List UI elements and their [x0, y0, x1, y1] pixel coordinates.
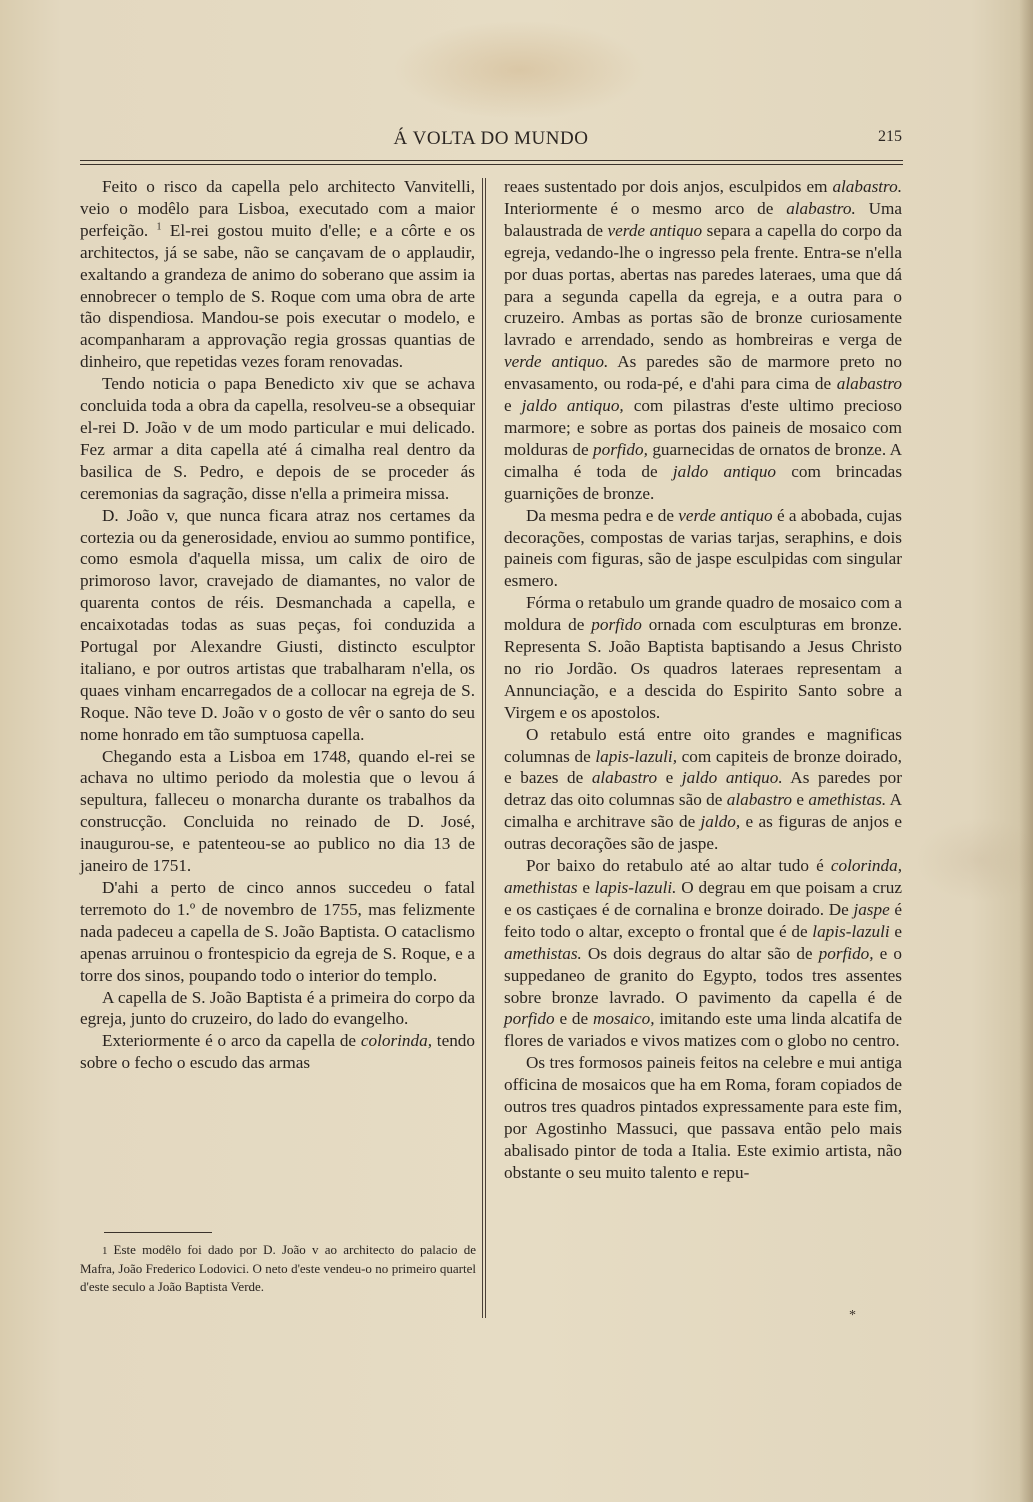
text-run: As paredes por detraz das oito columnas são de — [504, 768, 902, 810]
paragraph — [504, 855, 902, 1052]
italic-run: colorinda, — [360, 1031, 432, 1051]
paragraph — [80, 1030, 475, 1074]
text-run: Uma balaustrada de — [504, 198, 902, 240]
italic-run: alabastro. — [786, 198, 856, 218]
italic-run: lapis-lazuli. — [594, 878, 677, 897]
text-run: e o suppedaneo de granito do Egypto, todos tres assentes sobre bronze lavrado. O pavimento da capella é de — [504, 943, 902, 1007]
italic-run: alabastro — [836, 374, 902, 394]
footnote — [80, 1241, 476, 1297]
page-header — [80, 128, 902, 156]
italic-run: verde antiquo — [607, 220, 703, 240]
italic-run: porfido — [591, 615, 642, 635]
paragraph: D'ahi a perto de cinco annos succedeu o fatal terremoto do 1.º de novembro de 1755, mas felizmente nada padeceu a capella de S. João Baptista. O cataclismo apenas arruinou o frontespicio da egreja de S. Roque, e a torre dos sinos, poupando todo o interior do templo. — [80, 878, 475, 985]
right-column — [504, 176, 902, 1184]
paragraph: Chegando esta a Lisboa em 1748, quando el-rei se achava no ultimo periodo da molestia que o levou á sepultura, falleceu o monarcha durante os trabalhos da construcção. Concluida no reinado de D. José, inaugurou-se, e patenteou-se ao publico no dia 13 de janeiro de 1751. — [80, 746, 475, 876]
text-run: e — [792, 790, 809, 810]
running-title: Á VOLTA DO MUNDO — [393, 128, 589, 149]
text-run: As paredes são de marmore preto no envasamento, ou roda-pé, e d'ahi para cima de — [504, 352, 902, 394]
italic-run: alabastro — [726, 790, 793, 810]
paragraph: A capella de S. João Baptista é a primeira do corpo da egreja, junto do cruzeiro, do lado do evangelho. — [80, 987, 475, 1029]
text-run: tendo sobre o fecho o escudo das armas — [80, 1031, 475, 1073]
text-run: e — [577, 878, 595, 897]
text-run: imitando este uma linda alcatifa de flores de variados e vivos matizes com o globo no centro. — [504, 1009, 902, 1051]
header-rule — [80, 160, 903, 161]
text-run: reaes sustentado por dois anjos, esculpidos em — [504, 177, 833, 196]
italic-run: porfido, — [593, 439, 648, 459]
paragraph: Tendo noticia o papa Benedicto xiv que se achava concluida toda a obra da capella, resolveu-se a obsequiar el-rei D. João v de um modo particular e mui delicado. Fez armar a dita capella até á cimalha real dentro da basilica de S. Pedro, e depois de se proceder ás ceremonias da sagração, disse n'ella a primeira missa. — [80, 374, 475, 503]
italic-run: verde antiquo — [678, 505, 773, 525]
header-rule-double — [80, 164, 903, 165]
paragraph — [80, 176, 475, 373]
text-run: e — [889, 921, 902, 941]
italic-run: amethistas. — [808, 790, 887, 810]
text-run: com pilastras d'este ultimo precioso marmore; e sobre as portas dos paineis de mosaico com molduras de — [504, 396, 902, 459]
text-run: Exteriormente é o arco da capella de — [102, 1031, 361, 1051]
text-run: e — [504, 396, 522, 416]
italic-run: mosaico, — [592, 1009, 655, 1029]
text-run: é feito todo o altar, excepto o frontal que é de — [504, 899, 902, 941]
italic-run: alabastro — [591, 768, 658, 788]
text-run: com brincadas guarnições de bronze. — [504, 461, 903, 503]
italic-run: jaldo antiquo, — [521, 396, 624, 416]
text-run: O degrau em que poisam a cruz e os castiçaes é de cornalina e bronze doirado. De — [504, 878, 902, 919]
text-run: é a abobada, cujas decorações, compostas de varias tarjas, seraphins, e dois paineis com figuras, são de jaspe esculpidas com singular esmero. — [504, 505, 902, 591]
footnote-text: Este modêlo foi dado por D. João v ao architecto do palacio de Mafra, João Frederico Lodovici. O neto d'este vendeu-o no primeiro quartel d'este seculo a João Baptista Verde. — [80, 1242, 476, 1295]
paragraph: D. João v, que nunca ficara atraz nos certames da cortezia ou da generosidade, enviou ao summo pontifice, como esmola d'aquella missa, um calix de oiro de primoroso lavor, cravejado de diamantes, no valor de quarenta contos de réis. Desmanchada a capella, e encaixotadas todas as suas peças, foi conduzida a Portugal por Alexandre Giusti, distincto esculptor italiano, e por outros artistas que trabalharam n'ella, os quaes vinham encarregados de a collocar na egreja de S. Roque. Não teve D. João v o gosto de vêr o santo do seu nome honrado em tão sumptuosa capella. — [80, 505, 475, 744]
footnote-number: 1 — [102, 1245, 108, 1257]
left-column — [80, 176, 475, 1074]
text-run: Da mesma pedra e de — [526, 505, 679, 525]
italic-run: amethistas. — [504, 943, 582, 963]
paragraph-text: El-rei gostou muito d'elle; e a côrte e os architectos, já se sabe, não se cançavam de o applaudir, exaltando a grandeza de animo do soberano que assim ia ennobrecer o templo de S. Roque com uma obra de arte tão dispendiosa. Mandou-se pois executar o modelo, e acompanharam a approvação regia grossas quantias de dinheiro, que repetidas vezes foram renovadas. — [80, 220, 476, 372]
text-run: ornada com esculpturas em bronze. Representa S. João Baptista baptisando a Jesus Christo no rio Jordão. Os quadros lateraes representam a Annunciação, e a descida do Espirito Santo sobre a Virgem e os apostolos. — [504, 615, 902, 722]
text-run: Os dois degraus do altar são de — [581, 943, 819, 963]
text-run: Por baixo do retabulo até ao altar tudo é — [526, 856, 831, 876]
italic-run: jaspe — [853, 899, 890, 919]
paragraph — [504, 176, 902, 505]
column-divider-double — [485, 178, 486, 1318]
column-divider — [482, 178, 483, 1318]
italic-run: lapis-lazuli, — [595, 746, 677, 766]
italic-run: lapis-lazuli — [812, 921, 890, 941]
text-run: Fórma o retabulo um grande quadro de mosaico com a moldura de — [504, 593, 902, 635]
text-run: guarnecidas de ornatos de bronze. A cimalha é toda de — [504, 439, 902, 481]
italic-run: porfido, — [818, 943, 874, 963]
italic-run: alabastro. — [832, 177, 902, 196]
italic-run: verde antiquo. — [504, 352, 609, 372]
text-run: Interiormente é o mesmo arco de — [504, 198, 787, 218]
footnote-rule — [104, 1232, 212, 1233]
text-run: separa a capella do corpo da egreja, vedando-lhe o ingresso pela frente. Entra-se n'ella por duas portas, abertas nas paredes lateraes, uma que dá para a segunda capella da egreja, e a outra para o cruzeiro. Ambas as portas são de bronze curiosamente lavrado e arrendado, sendo as hombreiras e verga de — [504, 220, 902, 350]
text-run: e as figuras de anjos e outras decorações são de jaspe. — [504, 812, 902, 854]
page-number: 215 — [878, 128, 902, 145]
text-run: com capiteis de bronze doirado, e bazes de — [504, 746, 902, 788]
paragraph — [504, 592, 902, 723]
italic-run: jaldo antiquo. — [681, 768, 783, 788]
italic-run: jaldo antiquo — [672, 461, 777, 481]
italic-run: colorinda, amethistas — [504, 856, 902, 897]
paragraph — [504, 505, 902, 593]
italic-run: porfido — [504, 1009, 555, 1029]
text-run: e — [657, 768, 682, 788]
page-edge-shadow — [1019, 0, 1033, 1502]
paragraph — [504, 724, 902, 855]
signature-mark: * — [849, 1308, 856, 1323]
text-run: O retabulo está entre oito grandes e magnificas columnas de — [504, 724, 902, 766]
italic-run: jaldo, — [700, 812, 741, 832]
text-run: e de — [554, 1009, 593, 1029]
paragraph-text: Feito o risco da capella pelo architecto Vanvitelli, veio o modêlo para Lisboa, executado com a maior perfeição. — [80, 177, 475, 240]
footnote-marker: 1 — [156, 221, 162, 233]
text-run: A cimalha e architrave são de — [504, 790, 903, 832]
paragraph: Os tres formosos paineis feitos na celebre e mui antiga officina de mosaicos que ha em Roma, foram copiados de outros tres quadros pintados expressamente para este fim, por Agostinho Massuci, que passava então pelo mais abalisado pintor de toda a Italia. Este eximio artista, não obstante o seu muito talento e repu- — [504, 1053, 902, 1182]
